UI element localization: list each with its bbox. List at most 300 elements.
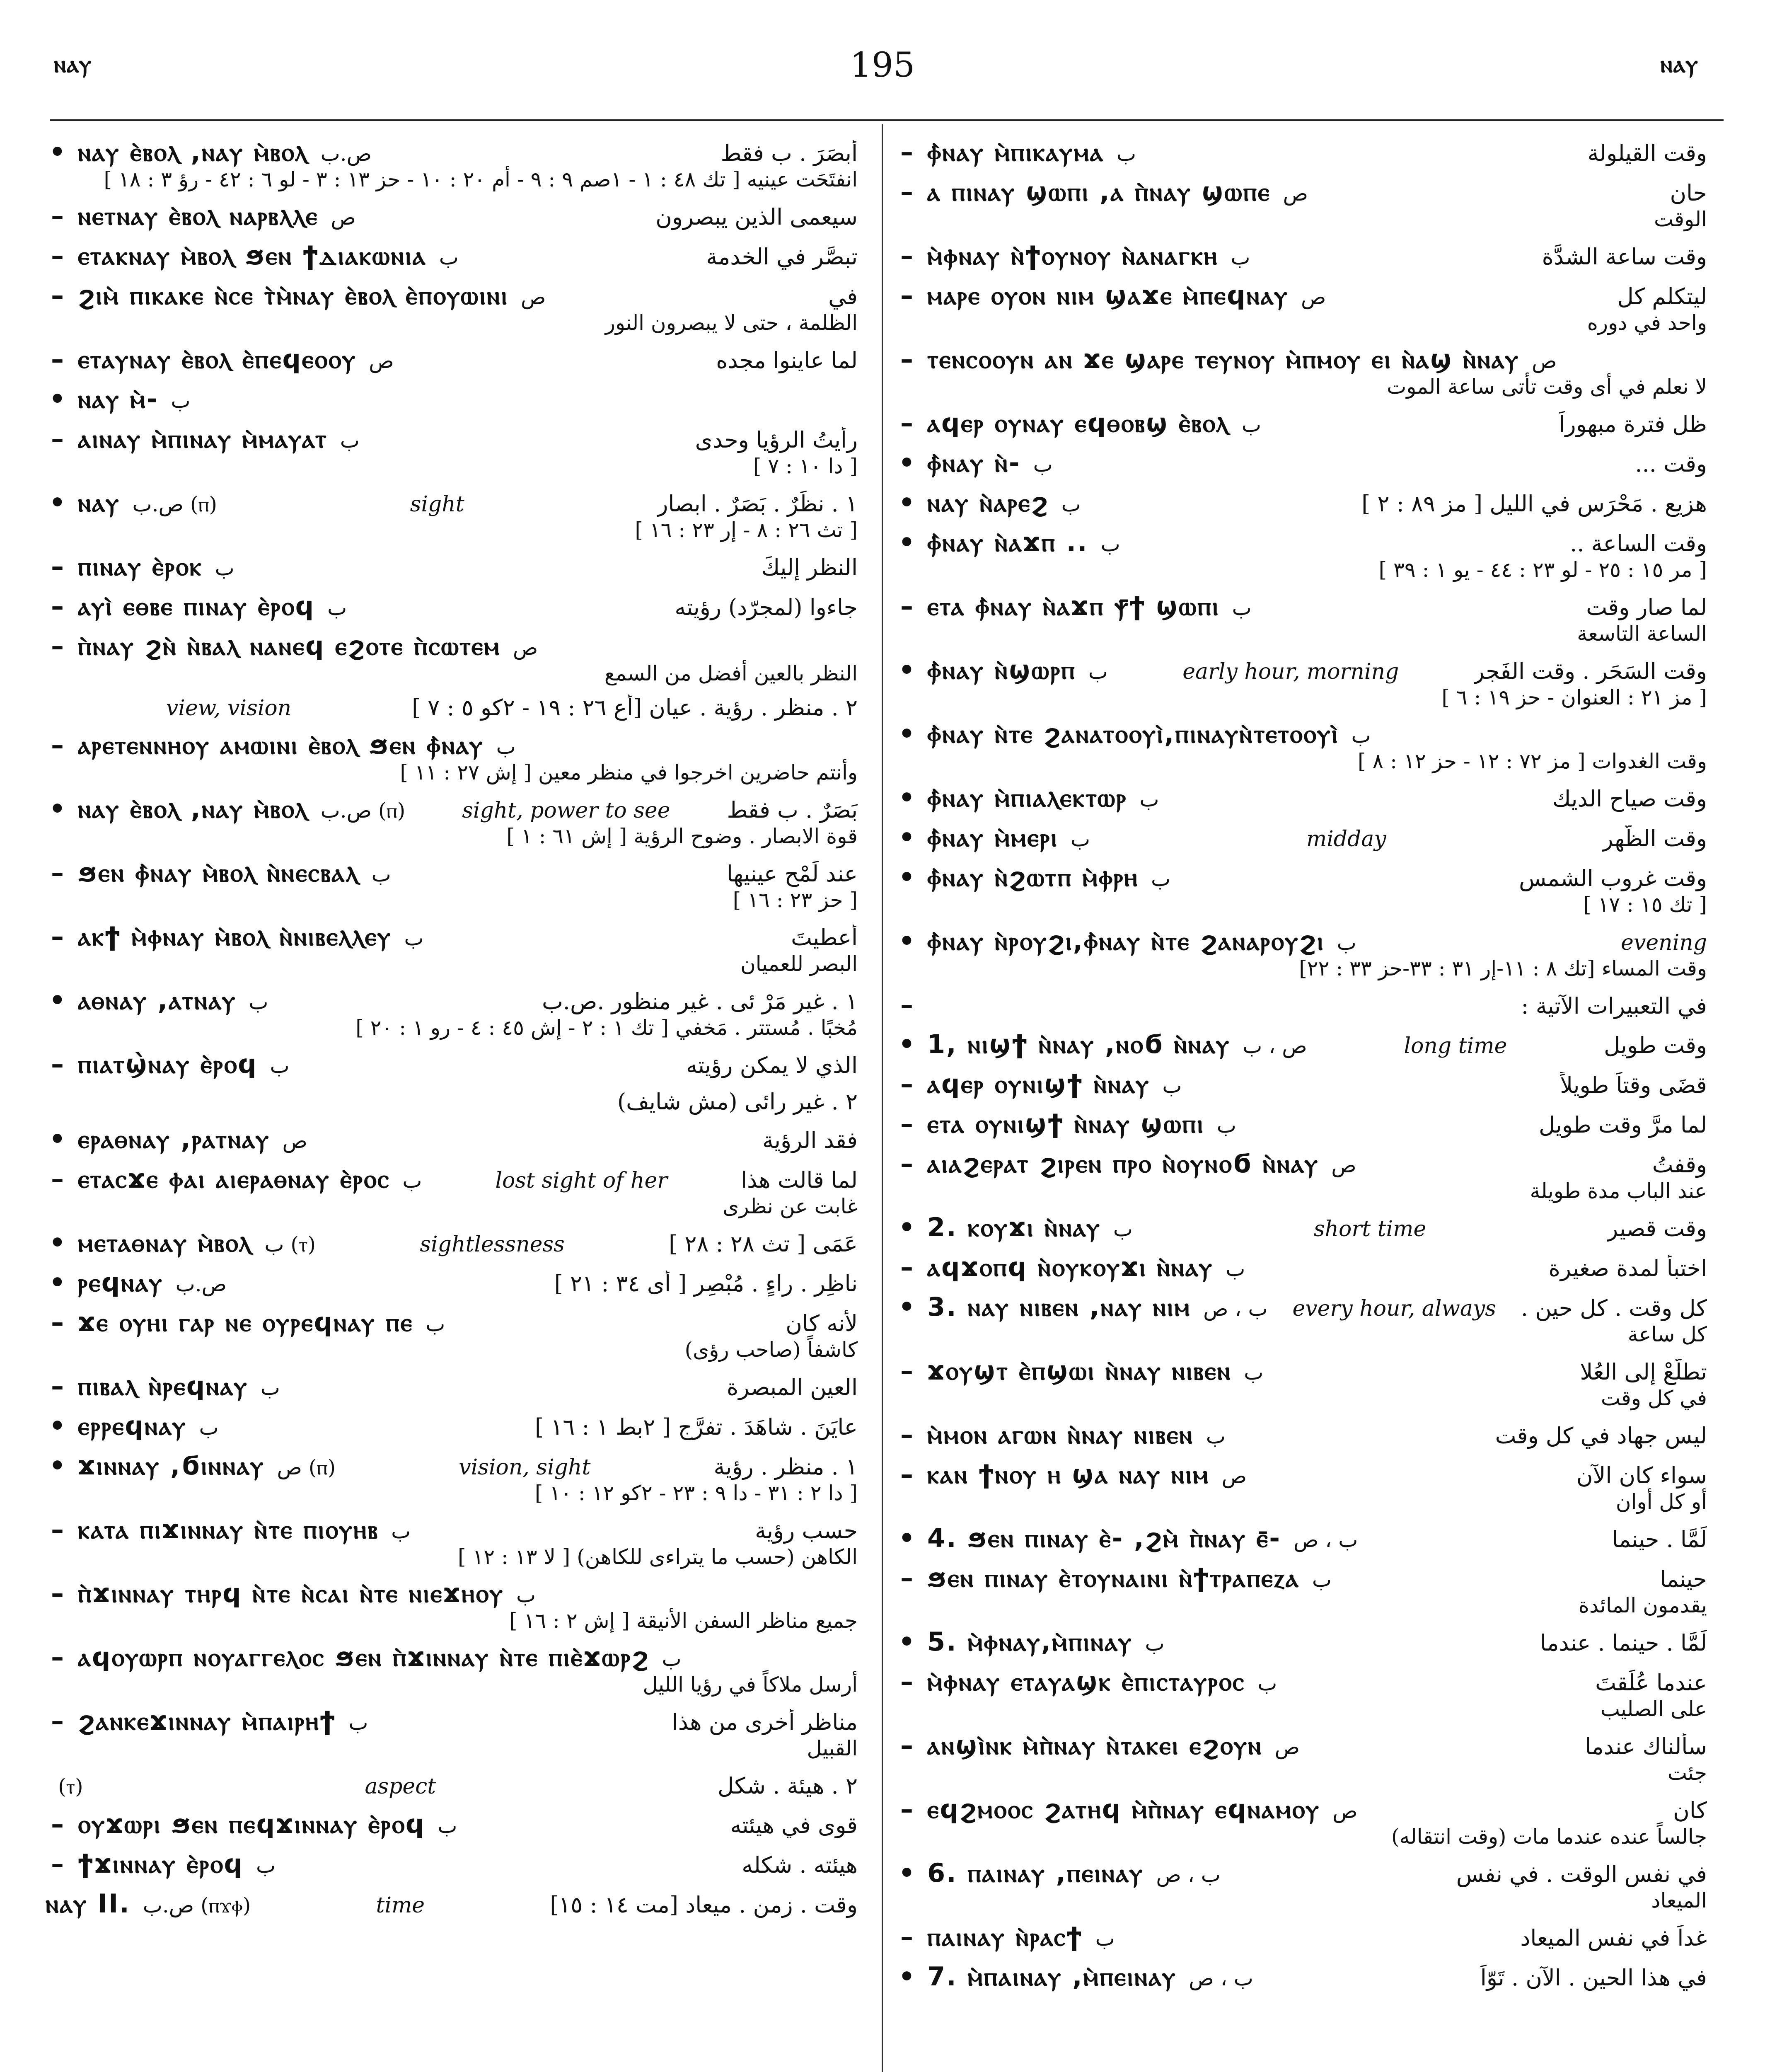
dictionary-entry [46, 1642, 858, 1697]
entry-mark: • [898, 1292, 916, 1322]
arabic-meaning: ١ . منظر . رؤية [713, 1454, 858, 1480]
entry-mark: – [51, 1049, 65, 1079]
entry-mark: – [51, 1706, 65, 1736]
coptic-term: – ⲁⲣⲉⲧⲉⲛⲛⲏⲟⲩ ⲁⲙⲱⲓⲛⲓ ⲉ̀ⲃⲟⲗ ϧⲉⲛ ⲫ̀ⲛⲁⲩ ب [46, 730, 516, 760]
coptic-term: – ϧⲉⲛ ⲡⲓⲛⲁⲩ ⲉ̀ⲧⲟⲩⲛⲁⲓⲛⲓ ⲛ̀ϯⲧⲣⲁⲡⲉⲍⲁ ب [895, 1563, 1332, 1593]
coptic-term: – ⲙ̀ⲫⲛⲁⲩ ⲛ̀ϯⲟⲩⲛⲟⲩ ⲛ̀ⲁⲛⲁⲅⲕⲏ ب [895, 240, 1250, 271]
left-column [46, 137, 858, 1928]
entry-mark: • [898, 655, 916, 685]
coptic-term: – ⲕⲁⲧⲁ ⲡⲓϫⲓⲛⲛⲁⲩ ⲛ̀ⲧⲉ ⲡⲓⲟⲩⲏⲃ ب [46, 1514, 411, 1545]
arabic-meaning: في التعبيرات الآتية : [1521, 993, 1707, 1019]
dictionary-entry [895, 240, 1707, 271]
part-of-speech: ص [1532, 349, 1557, 373]
coptic-term: – ϧⲉⲛ ⲫ̀ⲛⲁⲩ ⲙ̀ⲃⲟⲗ ⲛ̀ⲛⲉⲥⲃⲁⲗ ب [46, 857, 391, 888]
entry-mark: – [900, 1794, 914, 1824]
column-divider [882, 124, 883, 2072]
reference-line: أو كل أوان [1615, 1490, 1707, 1514]
english-gloss: midday [1306, 827, 1386, 852]
coptic-term: – ⲙ̀ⲙⲟⲛ ⲁⲅⲱⲛ ⲛ̀ⲛⲁⲩ ⲛⲓⲃⲉⲛ ب [895, 1419, 1226, 1450]
dictionary-entry [46, 240, 858, 271]
part-of-speech: ص.ب (ⲡ) [320, 799, 406, 823]
dictionary-entry [895, 1252, 1707, 1283]
arabic-meaning: وقت الساعة .. [1570, 530, 1707, 557]
part-of-speech: ب [1337, 931, 1356, 955]
coptic-term: – ⲫ̀ⲛⲁⲩ ⲙ̀ⲡⲓⲕⲁⲩⲙⲁ ب [895, 137, 1136, 167]
entry-mark: – [900, 1459, 914, 1489]
entry-mark: • [49, 487, 67, 518]
coptic-term: – ⲁⲓⲁϩⲉⲣⲁⲧ ϩⲓⲣⲉⲛ ⲡⲣⲟ ⲛ̀ⲟⲩⲛⲟϭ ⲛ̀ⲛⲁⲩ ص [895, 1148, 1356, 1179]
part-of-speech: ب [1244, 1360, 1264, 1385]
coptic-term: – ⲙ̀ⲫⲛⲁⲩ ⲉⲧⲁⲩⲁϣⲕ ⲉ̀ⲡⲓⲥⲧⲁⲩⲣⲟⲥ ب [895, 1666, 1277, 1697]
part-of-speech: ب [1232, 596, 1252, 620]
entry-mark: – [51, 424, 65, 454]
coptic-term: – ⲉⲧⲁⲥϫⲉ ⲫⲁⲓ ⲁⲓⲉⲣⲁⲑⲛⲁⲩ ⲉ̀ⲣⲟⲥ ب [46, 1164, 422, 1194]
reference-line: [ تك ١٥ : ١٧ ] [1583, 893, 1707, 917]
arabic-meaning: حسب رؤية [755, 1518, 858, 1544]
coptic-term: • ⲉⲣⲣⲉϥⲛⲁⲩ ب [46, 1411, 219, 1441]
coptic-term: – ⲉⲧⲁ ⲫ̀ⲛⲁⲩ ⲛ̀ⲁϫⲡ ⲯ̄ϯ ϣⲱⲡⲓ ب [895, 591, 1252, 622]
dictionary-entry [895, 137, 1707, 167]
arabic-meaning: عَمَى [ تث ٢٨ : ٢٨ ] [669, 1231, 858, 1257]
english-gloss: sight [410, 492, 464, 517]
reference-line: [ دا ١٠ : ٧ ] [753, 454, 858, 478]
entry-mark: • [898, 1961, 916, 1992]
arabic-meaning: لَمَّا . حينما . عندما [1540, 1630, 1707, 1656]
part-of-speech: ص [1332, 1799, 1358, 1823]
reference-line: [ تث ٢٦ : ٨ - إر ٢٣ : ١٦ ] [635, 518, 858, 542]
entry-mark: – [51, 730, 65, 760]
arabic-meaning: ليس جهاد في كل وقت [1495, 1423, 1707, 1449]
entry-mark: – [51, 921, 65, 951]
entry-mark: – [900, 1148, 914, 1179]
part-of-speech: ب [1113, 1217, 1133, 1241]
entry-mark: – [900, 1730, 914, 1760]
reference-line: مُخبًا . مُستتر . مَخفي [ تك ١ : ٢ - إش ٤٥ : ٤ - رو ١ : ٢٠ ] [355, 1016, 858, 1040]
arabic-meaning: لَمَّا . حينما [1612, 1526, 1707, 1552]
coptic-term: • ⲉⲣⲁⲑⲛⲁⲩ ,ⲣⲁⲧⲛⲁⲩ ص [46, 1124, 307, 1155]
reference-line: غابت عن نظرى [723, 1194, 858, 1218]
entry-mark: • [898, 1523, 916, 1553]
arabic-meaning: ظل فترة مبهوراً [1559, 411, 1707, 437]
arabic-meaning: وقت القيلولة [1587, 140, 1707, 166]
dictionary-entry [895, 782, 1707, 813]
arabic-meaning: وقت الظُّهر [1602, 825, 1707, 852]
part-of-speech: ب ، ص [1189, 1966, 1253, 1990]
arabic-meaning: هيئته . شكله [742, 1852, 858, 1878]
english-gloss: aspect [365, 1774, 436, 1799]
coptic-term: • ⲫ̀ⲛⲁⲩ ⲛ̀ⲧⲉ ϩⲁⲛⲁⲧⲟⲟⲩⲓ̀,ⲡⲓⲛⲁⲩⲛ̀ⲧⲉⲧⲟⲟⲩⲓ̀ ب [895, 719, 1371, 749]
coptic-term: – ⲙⲁⲣⲉ ⲟⲩⲟⲛ ⲛⲓⲙ ϣⲁϫⲉ ⲙ̀ⲡⲉϥⲛⲁⲩ ص [895, 280, 1326, 311]
arabic-meaning: في هذا الحين . الآن . تَوّاً [1480, 1965, 1707, 1991]
reference-line: أرسل ملاكاً في رؤيا الليل [643, 1673, 858, 1697]
arabic-meaning: وقت طويل [1604, 1032, 1707, 1058]
entry-mark: – [51, 551, 65, 581]
coptic-term: – ⲁⲛϣⲓ̀ⲛⲕ ⲙ̀ⲡ̀ⲛⲁⲩ ⲛ̀ⲧⲁⲕⲉⲓ ⲉϩⲟⲩⲛ ص [895, 1730, 1300, 1761]
dictionary-entry [895, 1922, 1707, 1952]
reference-line: لا نعلم في أى وقت تأتى ساعة الموت [1387, 375, 1707, 399]
dictionary-entry [895, 719, 1707, 773]
part-of-speech: ب [1151, 867, 1171, 891]
part-of-speech: ب [260, 1376, 280, 1400]
arabic-meaning: جاءوا (لمجرّد) رؤيته [675, 594, 858, 620]
reference-line: وأنتم حاضرين اخرجوا في منظر معين [ إش ٢٧ : ١١ ] [400, 760, 858, 784]
coptic-term [46, 1769, 83, 1800]
reference-line: يقدمون المائدة [1578, 1593, 1707, 1617]
reference-line: الساعة التاسعة [1577, 622, 1707, 646]
dictionary-entry [895, 1627, 1707, 1657]
coptic-term: – ϫⲉ ⲟⲩⲏⲓ ⲅⲁⲣ ⲛⲉ ⲟⲩⲣⲉϥⲛⲁⲩ ⲡⲉ ب [46, 1307, 445, 1338]
part-of-speech: ب [1162, 1074, 1182, 1098]
dictionary-entry [46, 344, 858, 375]
coptic-term: – ϯϫⲓⲛⲛⲁⲩ ⲉ̀ⲣⲟϥ ب [46, 1849, 276, 1879]
reference-line: انفتَحَت عينيه [ تك ٤٨ : ١ - ١صم ٩ : ٩ - أم ٢٠ : ١٠ - حز ١٣ : ٣ - لو ٦ : ٤٢ - رؤ ٣ : ١٨ ] [104, 167, 858, 191]
arabic-meaning: سيعمى الذين يبصرون [655, 204, 858, 230]
coptic-term: – ⲁⲕϯ ⲙ̀ⲫⲛⲁⲩ ⲙ̀ⲃⲟⲗ ⲛ̀ⲛⲓⲃⲉⲗⲗⲉⲩ ب [46, 921, 424, 952]
dictionary-entry [46, 1124, 858, 1155]
running-head-left: ⲛⲁⲩ [54, 50, 92, 78]
coptic-term: • 6. ⲡⲁⲓⲛⲁⲩ ,ⲡⲉⲓⲛⲁⲩ ب ، ص [895, 1858, 1221, 1888]
reference-line: الميعاد [1651, 1888, 1707, 1912]
entry-mark: – [900, 1069, 914, 1099]
arabic-meaning: كان [1673, 1797, 1707, 1823]
entry-mark: • [49, 1450, 67, 1481]
entry-mark: • [898, 1858, 916, 1888]
dictionary-entry [895, 487, 1707, 518]
coptic-term: – ⲡⲓⲛⲁⲩ ⲉ̀ⲣⲟⲕ ب [46, 551, 235, 582]
arabic-meaning: ٢ . غير رائى (مش شايف) [617, 1089, 858, 1115]
arabic-meaning: لما عاينوا مجده [716, 347, 858, 373]
dictionary-entry [46, 1706, 858, 1760]
dictionary-entry [895, 1666, 1707, 1721]
entry-mark: – [51, 1514, 65, 1544]
coptic-term: – ⲕⲁⲛ ϯⲛⲟⲩ ⲏ ϣⲁ ⲛⲁⲩ ⲛⲓⲙ ص [895, 1459, 1247, 1490]
reference-line: [ مر ١٥ : ٢٥ - لو ٢٣ : ٤٤ - يو ١ : ٣٩ ] [1378, 558, 1707, 582]
arabic-meaning: عايَنَ . شاهَدَ . تفرَّج [ ٢بط ١ : ١٦ ] [535, 1414, 858, 1440]
coptic-term: • ⲫ̀ⲛⲁⲩ ⲙ̀ⲡⲓⲁⲗⲉⲕⲧⲱⲣ ب [895, 782, 1159, 813]
entry-mark: • [898, 448, 916, 478]
dictionary-entry [46, 1307, 858, 1362]
coptic-term: • ⲛⲁⲩ ص.ب (ⲡ) [46, 487, 217, 518]
entry-mark: • [898, 1627, 916, 1657]
coptic-term: • 2. ⲕⲟⲩϫⲓ ⲛ̀ⲛⲁⲩ ب [895, 1212, 1133, 1243]
arabic-meaning: لما قالت هذا [740, 1167, 858, 1193]
part-of-speech: ص [1283, 182, 1308, 206]
part-of-speech: ب [327, 596, 347, 620]
coptic-term: • 7. ⲙ̀ⲡⲁⲓⲛⲁⲩ ,ⲙ̀ⲡⲉⲓⲛⲁⲩ ب ، ص [895, 1961, 1253, 1992]
coptic-term: • ⲛⲁⲩ ⲉ̀ⲃⲟⲗ ,ⲛⲁⲩ ⲙ̀ⲃⲟⲗ ص.ب (ⲡ) [46, 794, 405, 824]
entry-mark: – [900, 280, 914, 310]
arabic-meaning: فقد الرؤية [762, 1127, 858, 1153]
english-gloss: vision, sight [459, 1455, 591, 1480]
entry-mark: – [900, 990, 914, 1020]
part-of-speech: ب [1216, 1113, 1236, 1138]
entry-mark: – [51, 240, 65, 271]
coptic-term: – ⲁϥⲟⲩⲱⲣⲡ ⲛⲟⲩⲁⲅⲅⲉⲗⲟⲥ ϧⲉⲛ ⲡ̀ϫⲓⲛⲛⲁⲩ ⲛ̀ⲧⲉ ⲡⲓⲉ̀ϫⲱⲣϩ ب [46, 1642, 682, 1673]
coptic-term: • ⲫ̀ⲛⲁⲩ ⲛ̀ⲣⲟⲩϩⲓ,ⲫ̀ⲛⲁⲩ ⲛ̀ⲧⲉ ϩⲁⲛⲁⲣⲟⲩϩⲓ ب [895, 926, 1356, 956]
part-of-speech: ب [1351, 724, 1371, 748]
reference-line: الكاهن (حسب ما يتراءى للكاهن) [ لا ١٣ : ١٢ ] [458, 1545, 858, 1569]
coptic-term: – ⲉϥϩⲙⲟⲟⲥ ϩⲁⲧⲏϥ ⲙ̀ⲡ̀ⲛⲁⲩ ⲉϥⲛⲁⲙⲟⲩ ص [895, 1794, 1358, 1825]
coptic-term: • ⲛⲁⲩ ⲉ̀ⲃⲟⲗ ,ⲛⲁⲩ ⲙ̀ⲃⲟⲗ ص.ب [46, 137, 372, 167]
dictionary-entry [46, 730, 858, 784]
part-of-speech: ب [348, 1711, 368, 1735]
dictionary-entry [46, 985, 858, 1040]
reference-line: جميع مناظر السفن الأنيقة [ إش ٢ : ١٦ ] [509, 1609, 858, 1633]
part-of-speech: ب [171, 389, 191, 413]
dictionary-entry [46, 1578, 858, 1633]
part-of-speech: ص.ب [320, 142, 372, 166]
reference-line: على الصليب [1600, 1697, 1707, 1721]
arabic-meaning: الذي لا يمكن رؤيته [686, 1052, 858, 1078]
part-of-speech: ب [1139, 787, 1159, 811]
coptic-term: • ⲣⲉϥⲛⲁⲩ ص.ب [46, 1267, 227, 1298]
coptic-term: • ⲫ̀ⲛⲁⲩ ⲛ̀ⲁϫⲡ .. ب [895, 527, 1120, 558]
reference-line: [ دا ٢ : ٣١ - دا ٩ : ٢٣ - ٢كو ١٢ : ١٠ ] [534, 1481, 858, 1505]
entry-mark: – [51, 1578, 65, 1608]
entry-mark: – [51, 280, 65, 310]
part-of-speech: ص [1274, 1735, 1300, 1759]
arabic-meaning: وقت غروب الشمس [1519, 865, 1707, 891]
part-of-speech: ب [1116, 142, 1136, 166]
part-of-speech: ب ، ص [1156, 1863, 1221, 1887]
coptic-term: – ⲁϥⲉⲣ ⲟⲩⲛⲁⲩ ⲉϥⲑⲟⲃϣ ⲉ̀ⲃⲟⲗ ب [895, 408, 1261, 438]
dictionary-entry [895, 1069, 1707, 1099]
dictionary-entry [46, 280, 858, 335]
reference-line: [ مز ٢١ : العنوان - حز ١٩ : ٦ ] [1441, 685, 1707, 709]
part-of-speech: ص [513, 636, 538, 660]
dictionary-entry [895, 1523, 1707, 1554]
coptic-term: • ⲫ̀ⲛⲁⲩ ⲛ̀- ب [895, 448, 1053, 478]
entry-mark: • [49, 1267, 67, 1297]
reference-line: وقت الغدوات [ مز ٧٢ : ١٢ - حز ١٢ : ٨ ] [1358, 749, 1707, 773]
dictionary-entry [895, 1858, 1707, 1912]
entry-mark: – [51, 201, 65, 231]
entry-mark: – [900, 1356, 914, 1386]
coptic-term: • 4. ϧⲉⲛ ⲡⲓⲛⲁⲩ ⲉ̀- ,ϩⲙ̀ ⲡ̀ⲛⲁⲩ ⲉ̄- ب ، ص [895, 1523, 1358, 1554]
dictionary-entry [46, 1411, 858, 1441]
coptic-term: – ⲡ̀ϫⲓⲛⲛⲁⲩ ⲧⲏⲣϥ ⲛ̀ⲧⲉ ⲛ̀ⲥⲁⲓ ⲛ̀ⲧⲉ ⲛⲓⲉϫⲏⲟⲩ ب [46, 1578, 536, 1609]
part-of-speech: ب [1071, 827, 1090, 851]
entry-mark: • [49, 794, 67, 824]
english-gloss: early hour, morning [1182, 659, 1399, 684]
reference-line: [ حز ٢٣ : ١٦ ] [733, 888, 858, 912]
coptic-term: • ⲫ̀ⲛⲁⲩ ⲛ̀ϣⲱⲣⲡ ب [895, 655, 1108, 685]
dictionary-entry [895, 1212, 1707, 1243]
arabic-meaning: ٢ . هيئة . شكل [717, 1773, 858, 1799]
entry-mark: – [51, 1849, 65, 1879]
entry-mark: • [898, 719, 916, 749]
part-of-speech: ب [1312, 1568, 1332, 1592]
dictionary-entry [895, 1029, 1707, 1060]
entry-mark: • [898, 862, 916, 892]
coptic-term: • 1, ⲛⲓϣϯ ⲛ̀ⲛⲁⲩ ,ⲛⲟϭ ⲛ̀ⲛⲁⲩ ص ، ب [895, 1029, 1307, 1060]
part-of-speech: ب [516, 1583, 536, 1607]
part-of-speech: ص [282, 1129, 307, 1153]
dictionary-entry [895, 1730, 1707, 1785]
arabic-meaning: وقت قصير [1607, 1215, 1707, 1242]
coptic-term [895, 990, 927, 1020]
dictionary-entry [46, 1809, 858, 1840]
part-of-speech: ب [249, 990, 268, 1014]
dictionary-entry [895, 408, 1707, 438]
english-gloss: short time [1313, 1217, 1427, 1242]
entry-mark: – [900, 1666, 914, 1697]
part-of-speech: ب [439, 245, 459, 269]
dictionary-entry [46, 487, 858, 542]
reference-line: واحد في دوره [1587, 311, 1707, 335]
reference-line: جئت [1667, 1761, 1707, 1785]
coptic-term: • 5. ⲙ̀ⲫⲛⲁⲩ,ⲙ̀ⲡⲓⲛⲁⲩ ب [895, 1627, 1165, 1657]
reference-line: الوقت [1654, 207, 1707, 231]
entry-mark: – [900, 240, 914, 271]
part-of-speech: ص.ب (ⲡ) [132, 492, 218, 516]
arabic-meaning: أبصَرَ . ب فقط [721, 140, 858, 166]
coptic-term: • ⲫ̀ⲛⲁⲩ ⲛ̀ϩⲱⲧⲡ ⲙ̀ⲫⲣⲏ ب [895, 862, 1170, 893]
dictionary-entry [46, 1267, 858, 1298]
arabic-meaning: رأيتُ الرؤيا وحدى [695, 427, 858, 453]
dictionary-entry [46, 1514, 858, 1569]
dictionary-entry [46, 424, 858, 478]
part-of-speech: ب [1033, 453, 1053, 477]
dictionary-entry [46, 1164, 858, 1218]
dictionary-entry [895, 1356, 1707, 1410]
coptic-term: – ⲡⲁⲓⲛⲁⲩ ⲛ̀ⲣⲁⲥϯ ب [895, 1922, 1115, 1952]
part-of-speech: ص [369, 349, 394, 373]
coptic-term: – ϩⲓⲙ̀ ⲡⲓⲕⲁⲕⲉ ⲛ̀ⲥⲉ ⲧ̀ⲙ̀ⲛⲁⲩ ⲉ̀ⲃⲟⲗ ⲉ̀ⲡⲟⲩⲱⲓⲛⲓ ص [46, 280, 546, 311]
part-of-speech: ب [1206, 1424, 1226, 1448]
part-of-speech: ب [1145, 1631, 1165, 1656]
part-of-speech: ص [521, 285, 546, 309]
dictionary-entry [46, 921, 858, 976]
dictionary-entry [46, 794, 858, 848]
arabic-meaning: غداً في نفس الميعاد [1520, 1925, 1707, 1951]
arabic-meaning: لما مرَّ وقت طويل [1538, 1112, 1707, 1138]
entry-mark: • [898, 487, 916, 518]
coptic-term: – ⲛⲉⲧⲛⲁⲩ ⲉ̀ⲃⲟⲗ ⲛⲁⲣⲃⲗⲗⲉ ص [46, 201, 356, 231]
part-of-speech: ب [1257, 1671, 1277, 1695]
part-of-speech: ب [1231, 245, 1250, 269]
coptic-term: – ϫⲟⲩϣⲧ ⲉ̀ⲡϣⲱⲓ ⲛ̀ⲛⲁⲩ ⲛⲓⲃⲉⲛ ب [895, 1356, 1263, 1386]
dictionary-entry [46, 1450, 858, 1505]
arabic-meaning: ١ . نظَرٌ . بَصَرٌ . ابصار [657, 491, 858, 517]
part-of-speech: ص [1301, 285, 1326, 309]
english-gloss: every hour, always [1292, 1296, 1496, 1321]
english-gloss: evening [1621, 930, 1707, 955]
arabic-meaning: وقت ساعة الشدَّة [1542, 244, 1707, 270]
running-head-right: ⲛⲁⲩ [1660, 50, 1699, 78]
entry-mark: – [900, 177, 914, 207]
reference-line: البصر للعميان [740, 952, 858, 976]
part-of-speech: ب [1088, 660, 1108, 684]
entry-mark: • [898, 527, 916, 557]
part-of-speech: ب [1095, 1927, 1115, 1951]
dictionary-entry [895, 926, 1707, 980]
part-of-speech: ب [438, 1814, 457, 1838]
coptic-term: – ⲡⲓⲁⲧϣ̀ⲛⲁⲩ ⲉ̀ⲣⲟϥ ب [46, 1049, 290, 1080]
reference-line: كاشفاً (صاحب رؤى) [684, 1338, 858, 1362]
entry-mark: • [49, 1411, 67, 1441]
part-of-speech: ب (ⲧ) [264, 1232, 316, 1256]
dictionary-entry [46, 695, 858, 721]
reference-line: في كل وقت [1601, 1386, 1707, 1410]
dictionary-entry [895, 862, 1707, 917]
entry-mark: • [49, 1227, 67, 1258]
arabic-meaning: ٢ . منظر . رؤية . عيان [أع ٢٦ : ١٩ - ٢كو ٥ : ٧ ] [412, 695, 858, 721]
entry-mark: – [51, 1307, 65, 1337]
dictionary-entry [895, 655, 1707, 709]
coptic-term: – ϩⲁⲛⲕⲉϫⲓⲛⲛⲁⲩ ⲙ̀ⲡⲁⲓⲣⲏϯ ب [46, 1706, 368, 1736]
entry-mark: • [49, 985, 67, 1015]
part-of-speech: ص (ⲡ) [277, 1455, 336, 1479]
part-of-speech: ص.ب [175, 1272, 227, 1296]
part-of-speech: ب [496, 735, 516, 759]
arabic-meaning: أعطيتَ [791, 925, 858, 951]
part-of-speech: ب [1226, 1257, 1245, 1281]
coptic-term: • ⲛⲁⲩ ⲙ̀- ب [46, 384, 190, 414]
part-of-speech: ب [199, 1416, 219, 1440]
dictionary-entry [895, 1109, 1707, 1139]
arabic-meaning: ليتكلم كل [1617, 283, 1707, 310]
entry-mark: – [51, 1164, 65, 1194]
arabic-meaning: في [828, 283, 858, 310]
arabic-meaning: ناظِر . راءٍ . مُبْصِر [ أى ٣٤ : ٢١ ] [554, 1271, 858, 1297]
coptic-term: – ⲁϥⲉⲣ ⲟⲩⲛⲓϣϯ ⲛ̀ⲛⲁⲩ ب [895, 1069, 1182, 1099]
entry-mark: – [900, 1563, 914, 1593]
arabic-meaning: وقت صياح الديك [1552, 786, 1707, 812]
english-gloss: sightlessness [420, 1232, 565, 1257]
reference-line: جالساً عنده عندما مات (وقت انتقاله) [1391, 1825, 1707, 1849]
english-gloss: lost sight of her [495, 1168, 668, 1193]
coptic-term: – ⲁⲩⲓ̀ ⲉⲑⲃⲉ ⲡⲓⲛⲁⲩ ⲉ̀ⲣⲟϥ ب [46, 591, 347, 622]
entry-mark: • [898, 1212, 916, 1242]
entry-mark: – [900, 591, 914, 621]
arabic-meaning: العين المبصرة [727, 1374, 858, 1400]
reference-line: قوة الابصار . وضوح الرؤية [ إش ٦١ : ١ ] [506, 824, 858, 848]
entry-mark: – [51, 1809, 65, 1839]
dictionary-entry [895, 1148, 1707, 1203]
coptic-term: • 3. ⲛⲁⲩ ⲛⲓⲃⲉⲛ ,ⲛⲁⲩ ⲛⲓⲙ ب ، ص [895, 1292, 1268, 1322]
dictionary-entry [46, 1371, 858, 1402]
arabic-meaning: وقت . زمن . ميعاد [مت ١٤ : ١٥] [550, 1892, 858, 1918]
part-of-speech: ب [371, 862, 391, 886]
coptic-term: • ⲫ̀ⲛⲁⲩ ⲙ̀ⲙⲉⲣⲓ ب [895, 822, 1090, 853]
dictionary-entry [46, 201, 858, 231]
dictionary-entry [895, 280, 1707, 335]
dictionary-entry [895, 448, 1707, 478]
entry-mark: – [900, 1252, 914, 1282]
arabic-meaning: وقفتُ [1652, 1152, 1707, 1178]
part-of-speech: ب [662, 1647, 682, 1671]
part-of-speech: ب ، ص [1293, 1528, 1358, 1552]
part-of-speech: ب [1061, 492, 1081, 516]
dictionary-entry [895, 177, 1707, 231]
dictionary-entry [46, 857, 858, 912]
reference-line: الظلمة ، حتى لا يبصرون النور [605, 311, 858, 335]
coptic-term: – ⲟⲩϫⲱⲣⲓ ϧⲉⲛ ⲡⲉϥϫⲓⲛⲛⲁⲩ ⲉ̀ⲣⲟϥ ب [46, 1809, 457, 1840]
entry-mark: – [900, 1419, 914, 1450]
arabic-meaning: اختبأ لمدة صغيرة [1548, 1255, 1707, 1281]
coptic-term: • ⲛⲁⲩ ⲛ̀ⲁⲣⲉϩ ب [895, 487, 1081, 518]
coptic-term: • ⲁⲑⲛⲁⲩ ,ⲁⲧⲛⲁⲩ ب [46, 985, 268, 1016]
english-gloss: view, vision [166, 696, 292, 721]
coptic-term: • ⲙⲉⲧⲁⲑⲛⲁⲩ ⲙ̀ⲃⲟⲗ ب (ⲧ) [46, 1227, 316, 1258]
arabic-meaning: لما صار وقت [1586, 594, 1707, 620]
part-of-speech: ب [215, 556, 235, 580]
reference-line: النظر بالعين أفضل من السمع [604, 661, 858, 685]
english-gloss: long time [1404, 1034, 1507, 1058]
arabic-meaning: قوى في هيئته [730, 1812, 858, 1838]
dictionary-entry [895, 591, 1707, 646]
